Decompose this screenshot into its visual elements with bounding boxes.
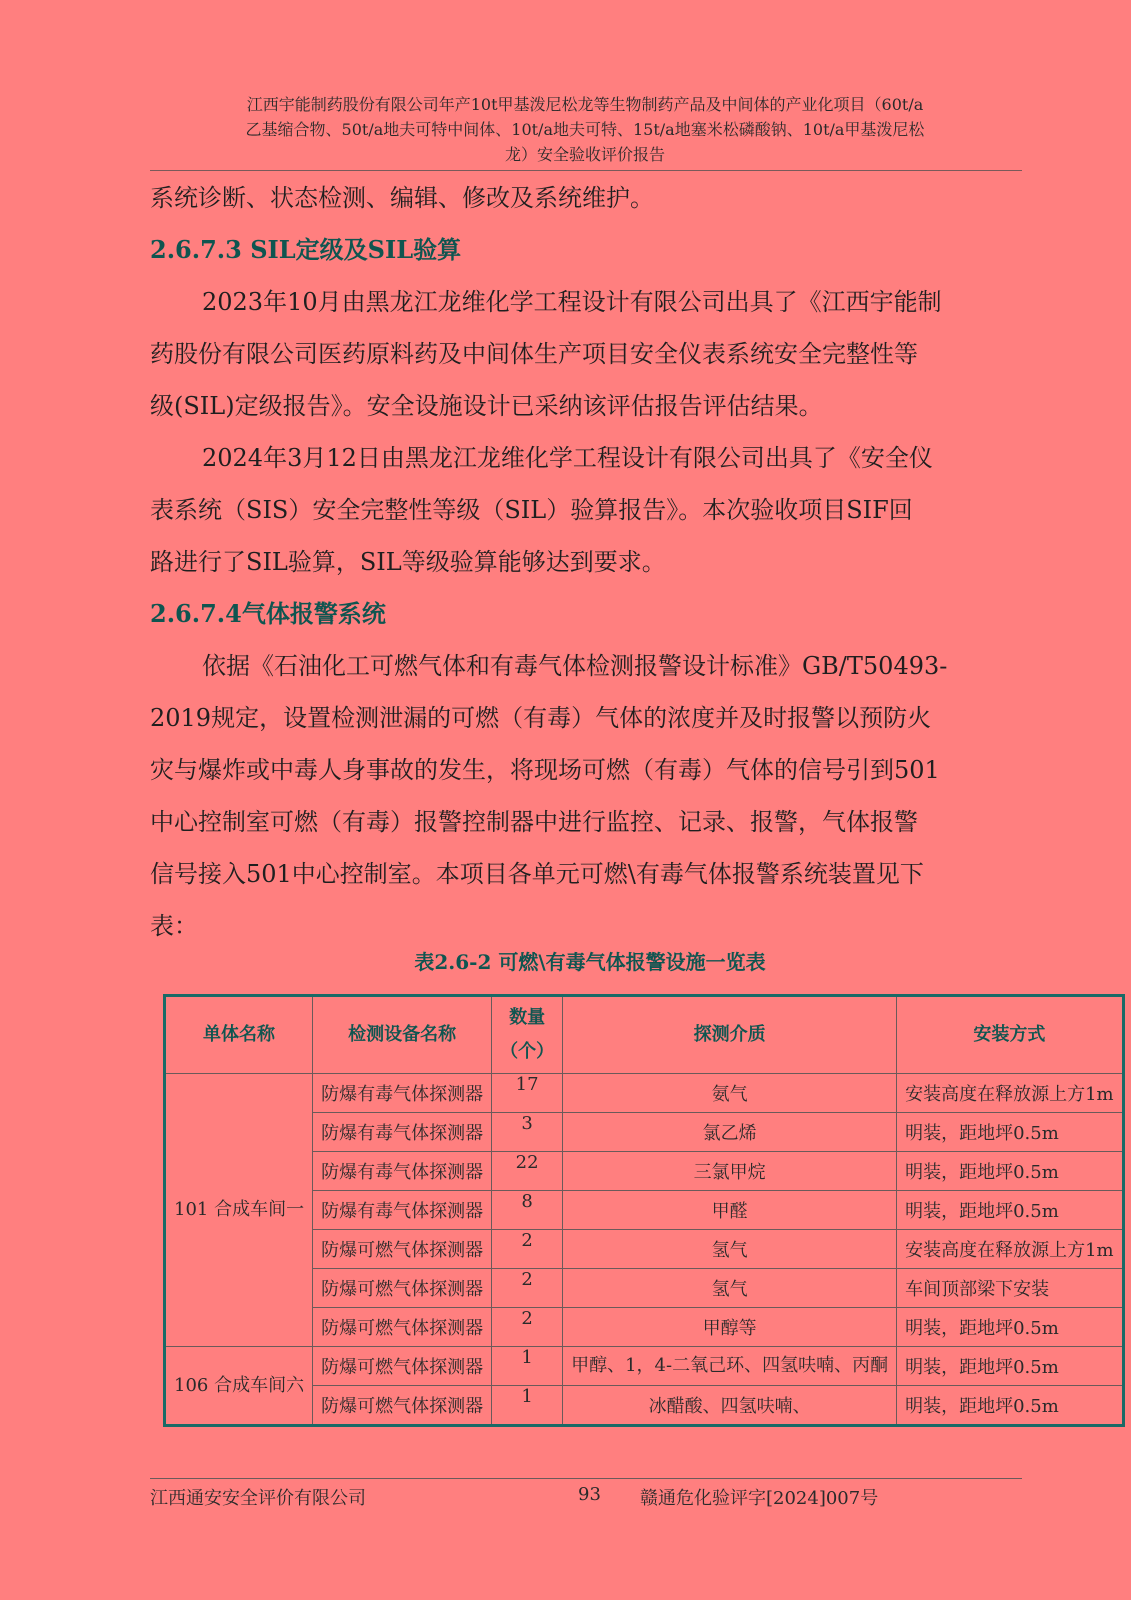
device-cell: 防爆可燃气体探测器	[313, 1347, 492, 1386]
paragraph-line: 灾与爆炸或中毒人身事故的发生，将现场可燃（有毒）气体的信号引到501	[150, 756, 940, 784]
qty-cell: 3	[492, 1113, 563, 1152]
device-cell: 防爆有毒气体探测器	[313, 1074, 492, 1113]
header-title-line-1: 江西宇能制药股份有限公司年产10t甲基泼尼松龙等生物制药产品及中间体的产业化项目（60t/a	[246, 95, 924, 114]
paragraph-line: 依据《石油化工可燃气体和有毒气体检测报警设计标准》GB/T50493-	[202, 652, 948, 680]
header-unit: 单体名称	[165, 996, 313, 1074]
install-cell: 明装，距地坪0.5m	[897, 1386, 1124, 1426]
unit-cell: 106 合成车间六	[165, 1347, 313, 1426]
qty-cell: 2	[492, 1308, 563, 1347]
medium-cell: 氢气	[563, 1230, 897, 1269]
header-title-line-3: 龙）安全验收评价报告	[504, 145, 665, 164]
qty-cell: 2	[492, 1269, 563, 1308]
paragraph-line: 药股份有限公司医药原料药及中间体生产项目安全仪表系统安全完整性等	[150, 340, 918, 368]
install-cell: 明装，距地坪0.5m	[897, 1113, 1124, 1152]
install-cell: 安装高度在释放源上方1m	[897, 1074, 1124, 1113]
install-cell: 车间顶部梁下安装	[897, 1269, 1124, 1308]
device-cell: 防爆可燃气体探测器	[313, 1308, 492, 1347]
intro-line: 系统诊断、状态检测、编辑、修改及系统维护。	[150, 184, 654, 212]
table-caption: 表2.6-2 可燃\有毒气体报警设施一览表	[414, 950, 766, 974]
qty-cell: 8	[492, 1191, 563, 1230]
install-cell: 明装，距地坪0.5m	[897, 1347, 1124, 1386]
medium-cell: 氨气	[563, 1074, 897, 1113]
install-cell: 明装，距地坪0.5m	[897, 1152, 1124, 1191]
paragraph-line: 级(SIL)定级报告》。安全设施设计已采纳该评估报告评估结果。	[150, 392, 823, 420]
paragraph-line: 2024年3月12日由黑龙江龙维化学工程设计有限公司出具了《安全仪	[202, 444, 933, 472]
paragraph-sil-grading	[150, 276, 1022, 432]
header-install: 安装方式	[897, 996, 1124, 1074]
device-cell: 防爆可燃气体探测器	[313, 1269, 492, 1308]
header-divider	[150, 170, 1022, 171]
medium-cell: 氯乙烯	[563, 1113, 897, 1152]
device-cell: 防爆有毒气体探测器	[313, 1191, 492, 1230]
page-number: 93	[578, 1484, 601, 1505]
medium-cell: 甲醛	[563, 1191, 897, 1230]
medium-cell: 甲醇、1，4-二氧己环、四氢呋喃、丙酮	[563, 1347, 897, 1386]
paragraph-line: 2023年10月由黑龙江龙维化学工程设计有限公司出具了《江西宇能制	[202, 288, 942, 316]
paragraph-line: 表：	[150, 912, 198, 940]
qty-cell: 1	[492, 1386, 563, 1426]
install-cell: 明装，距地坪0.5m	[897, 1308, 1124, 1347]
medium-cell: 氢气	[563, 1269, 897, 1308]
install-cell: 安装高度在释放源上方1m	[897, 1230, 1124, 1269]
device-cell: 防爆有毒气体探测器	[313, 1113, 492, 1152]
header-qty	[492, 996, 563, 1074]
header-device: 检测设备名称	[313, 996, 492, 1074]
section-heading-2673: 2.6.7.3 SIL定级及SIL验算	[150, 235, 462, 264]
header-title-line-2: 乙基缩合物、50t/a地夫可特中间体、10t/a地夫可特、15t/a地塞米松磷酸钠、10t/a甲基泼尼松	[245, 120, 925, 139]
header-medium: 探测介质	[563, 996, 897, 1074]
paragraph-gas-alarm	[150, 640, 1022, 952]
footer-doc-number: 赣通危化验评字[2024]007号	[640, 1488, 879, 1509]
paragraph-line: 中心控制室可燃（有毒）报警控制器中进行监控、记录、报警，气体报警	[150, 808, 918, 836]
qty-cell: 17	[492, 1074, 563, 1113]
unit-cell: 101 合成车间一	[165, 1074, 313, 1347]
section-heading-2674: 2.6.7.4气体报警系统	[150, 599, 386, 628]
footer-company: 江西通安安全评价有限公司	[150, 1488, 366, 1509]
qty-cell: 2	[492, 1230, 563, 1269]
paragraph-line: 信号接入501中心控制室。本项目各单元可燃\有毒气体报警系统装置见下	[150, 860, 924, 888]
gas-alarm-table	[163, 994, 1125, 1427]
header-qty-line-2: （个）	[500, 1041, 555, 1062]
medium-cell: 三氯甲烷	[563, 1152, 897, 1191]
device-cell: 防爆有毒气体探测器	[313, 1152, 492, 1191]
install-cell: 明装，距地坪0.5m	[897, 1191, 1124, 1230]
table-row	[165, 1347, 1124, 1386]
paragraph-line: 路进行了SIL验算，SIL等级验算能够达到要求。	[150, 548, 666, 576]
paragraph-line: 2019规定，设置检测泄漏的可燃（有毒）气体的浓度并及时报警以预防火	[150, 704, 932, 732]
qty-cell: 1	[492, 1347, 563, 1386]
header-qty-line-1: 数量	[509, 1007, 546, 1028]
paragraph-sil-verification	[150, 432, 1022, 588]
body-text	[150, 172, 1022, 952]
paragraph-line: 表系统（SIS）安全完整性等级（SIL）验算报告》。本次验收项目SIF回	[150, 496, 913, 524]
footer-divider	[150, 1478, 1022, 1479]
page-header	[150, 92, 1020, 167]
qty-cell: 22	[492, 1152, 563, 1191]
medium-cell: 冰醋酸、四氢呋喃、	[563, 1386, 897, 1426]
device-cell: 防爆可燃气体探测器	[313, 1230, 492, 1269]
table-header-row	[165, 996, 1124, 1074]
device-cell: 防爆可燃气体探测器	[313, 1386, 492, 1426]
medium-cell: 甲醇等	[563, 1308, 897, 1347]
table-row	[165, 1074, 1124, 1113]
